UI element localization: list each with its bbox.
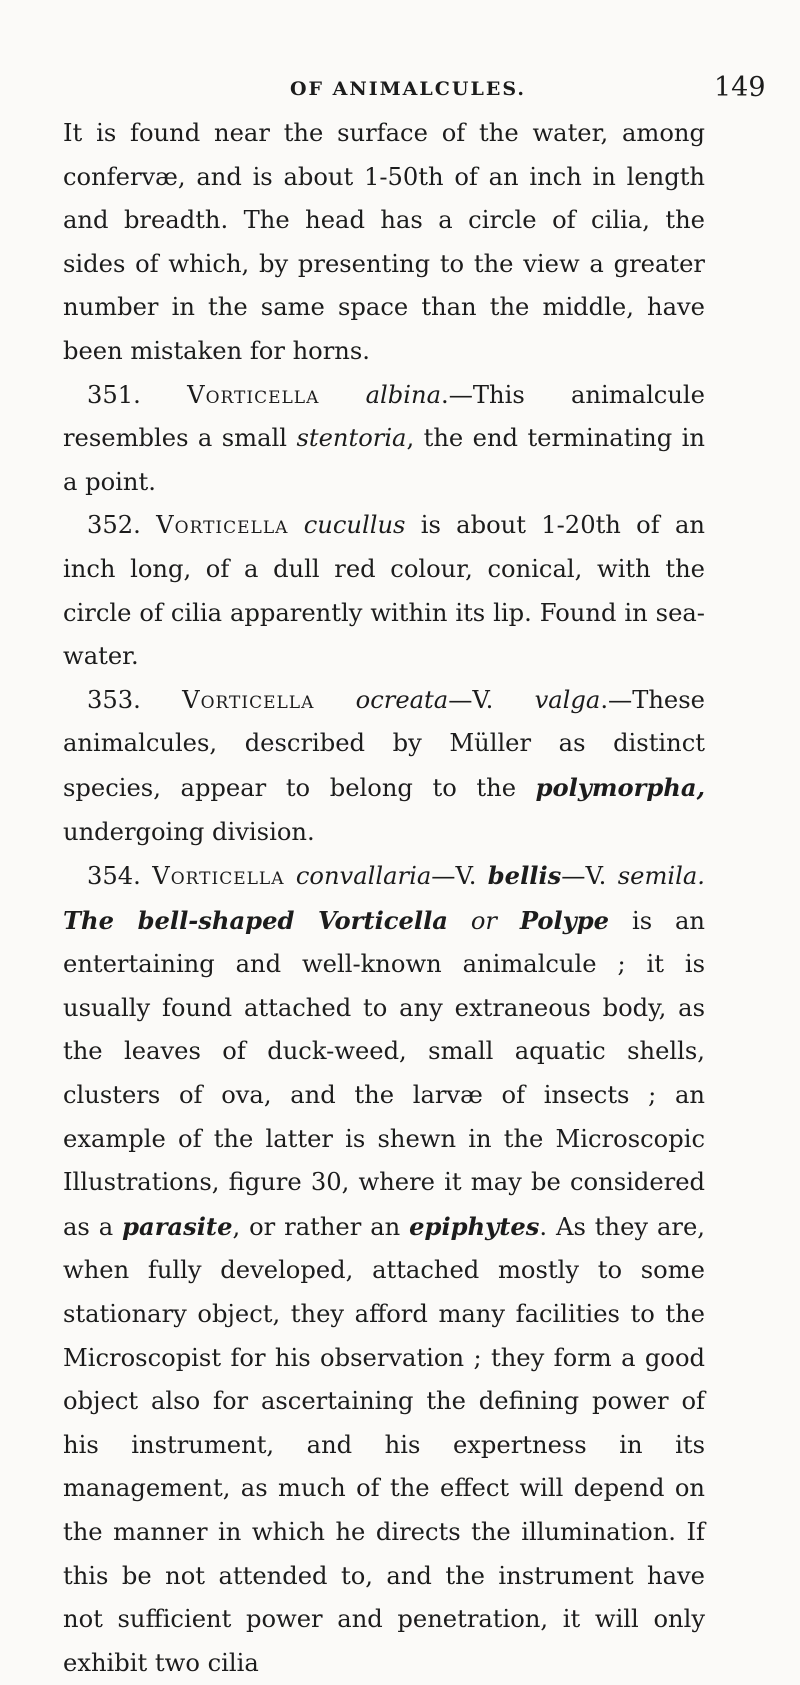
entry-number: 354. bbox=[87, 862, 141, 891]
paragraph-text: —V. bbox=[431, 862, 488, 891]
page-header bbox=[0, 72, 800, 112]
genus-name: Vorticella bbox=[182, 685, 315, 714]
paragraph-text: , the end terminating in a point. bbox=[63, 424, 705, 496]
entry-number: 351. bbox=[87, 380, 141, 409]
species-name: albina bbox=[365, 380, 441, 409]
species-name: semila. bbox=[617, 862, 705, 891]
paragraph-351 bbox=[63, 374, 705, 505]
species-name: cucullus bbox=[303, 511, 406, 540]
paragraph-text: is about 1-20th of an inch long, of a dull red colour, conical, with the circle of cilia apparently within its lip. Found in sea-water. bbox=[63, 511, 705, 671]
paragraph-354 bbox=[63, 854, 705, 1685]
entry-number: 353. bbox=[87, 685, 141, 714]
italic-term: stentoria bbox=[296, 424, 407, 453]
italic-term: parasite bbox=[122, 1211, 233, 1241]
paragraph-353 bbox=[63, 679, 705, 854]
species-name: ocreata bbox=[355, 685, 449, 714]
species-name: bellis bbox=[487, 861, 562, 891]
paragraph-text: .—These animalcules, described by Müller as distinct species, appear to belong to the bbox=[63, 685, 705, 802]
italic-term: epiphytes bbox=[409, 1211, 540, 1241]
paragraph-text: undergoing division. bbox=[63, 817, 315, 846]
body-text bbox=[63, 112, 705, 1685]
paragraph-text: —V. bbox=[561, 862, 618, 891]
genus-name: Vorticella bbox=[156, 511, 289, 540]
paragraph-intro bbox=[63, 112, 705, 374]
paragraph-text: is an entertaining and well-known animalcule ; it is usually found attached to any extraneous body, as the leaves of duck-weed, small aquatic shells, clusters of ova, and the larvæ of insects ; an example of the latter is shewn in the Microscopic Illustrations, figure 30, where it may be considered as a bbox=[63, 906, 705, 1241]
paragraph-text: .—This animalcule resembles a small bbox=[63, 380, 705, 453]
species-name: valga bbox=[534, 685, 601, 714]
page-number: 149 bbox=[714, 72, 766, 103]
entry-number: 352. bbox=[87, 511, 141, 540]
species-name: convallaria bbox=[295, 862, 432, 891]
italic-term: polymorpha, bbox=[535, 772, 705, 802]
genus-name: Vorticella bbox=[187, 380, 320, 409]
italic-term: or bbox=[447, 906, 520, 935]
paragraph-text: . As they are, when fully developed, attached mostly to some stationary object, they afford many facilities to the Microscopist for his observation ; they form a good object also for ascertaining the defining power of his instrument, and his expertness in its management, as much of the effect will depend on the manner in which he directs the illumination. If this be not attended to, and the instrument have not sufficient power and penetration, it will only exhibit two cilia bbox=[63, 1212, 705, 1677]
genus-name: Vorticella bbox=[152, 862, 285, 891]
paragraph-text: It is found near the surface of the water, among confervæ, and is about 1-50th of an inch in length and breadth. The head has a circle of cilia, the sides of which, by presenting to the view a greater number in the same space than the middle, have been mistaken for horns. bbox=[63, 119, 705, 365]
running-head: OF ANIMALCULES. bbox=[290, 78, 526, 100]
italic-term: Polype bbox=[519, 905, 610, 935]
paragraph-text: —V. bbox=[448, 685, 535, 714]
italic-term: The bell-shaped Vorticella bbox=[63, 905, 448, 935]
paragraph-352 bbox=[63, 504, 705, 678]
paragraph-text: , or rather an bbox=[232, 1212, 410, 1241]
